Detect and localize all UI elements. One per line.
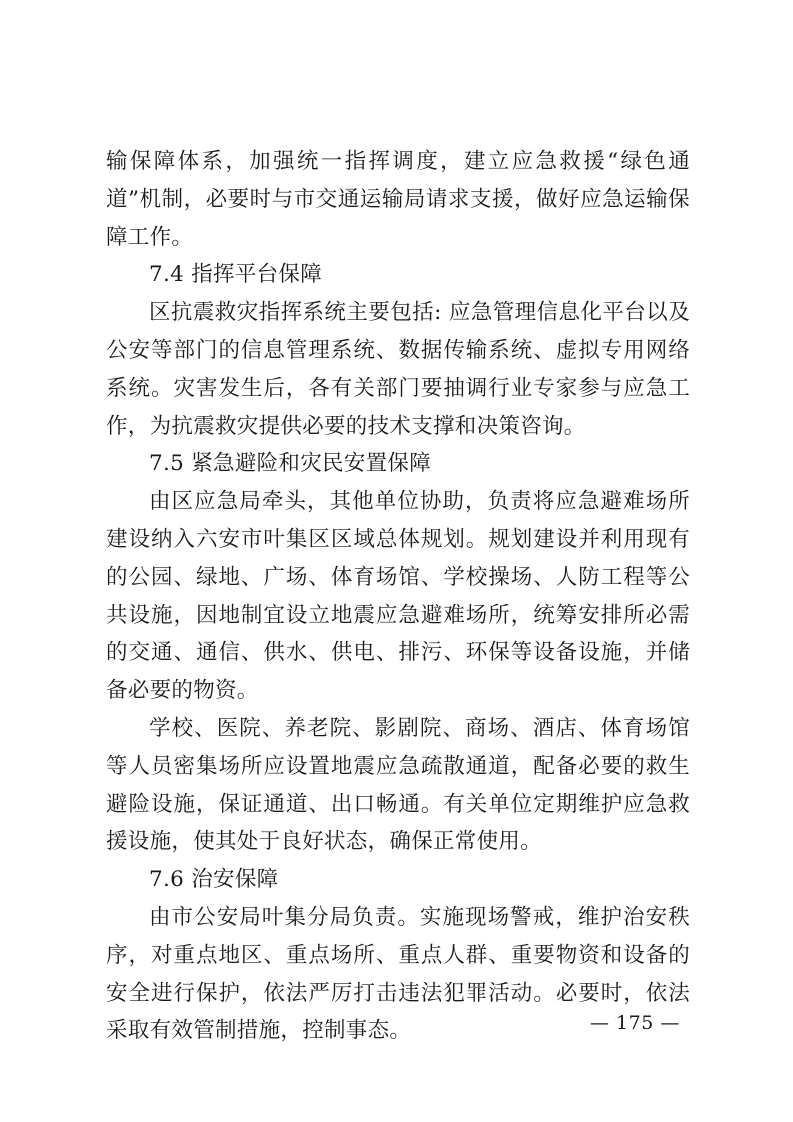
section-heading-7-6: 7.6 治安保障 (149, 867, 279, 893)
page-number: — 175 — (590, 1012, 680, 1034)
paragraph-transport-continued: 输保障体系，加强统一指挥调度，建立应急救援“绿色通道”机制，必要时与市交通运输局请求支援，做好应急运输保障工作。 (106, 149, 690, 250)
paragraph-command-platform: 区抗震救灾指挥系统主要包括: 应急管理信息化平台以及公安等部门的信息管理系统、数据传输系统、虚拟专用网络系统。灾害发生后，各有关部门要抽调行业专家参与应急工作，为抗震救灾提供必要的技术支撑和决策咨询。 (106, 300, 690, 439)
paragraph-shelter-planning: 由区应急局牵头，其他单位协助，负责将应急避难场所建设纳入六安市叶集区区域总体规划。规划建设并利用现有的公园、绿地、广场、体育场馆、学校操场、人防工程等公共设施，因地制宜设立地震应急避难场所，统筹安排所必需的交通、通信、供水、供电、排污、环保等设备设施，并储备必要的物资。 (106, 489, 690, 704)
document-body (106, 143, 690, 1050)
paragraph-crowded-places: 学校、医院、养老院、影剧院、商场、酒店、体育场馆等人员密集场所应设置地震应急疏散通道，配备必要的救生避险设施，保证通道、出口畅通。有关单位定期维护应急救援设施，使其处于良好状态，确保正常使用。 (106, 715, 690, 855)
section-heading-7-5: 7.5 紧急避险和灾民安置保障 (149, 451, 432, 477)
section-heading-7-4: 7.4 指挥平台保障 (149, 262, 323, 288)
paragraph-public-security: 由市公安局叶集分局负责。实施现场警戒，维护治安秩序，对重点地区、重点场所、重点人群、重要物资和设备的安全进行保护，依法严厉打击违法犯罪活动。必要时，依法采取有效管制措施，控制事态。 (106, 904, 690, 1044)
